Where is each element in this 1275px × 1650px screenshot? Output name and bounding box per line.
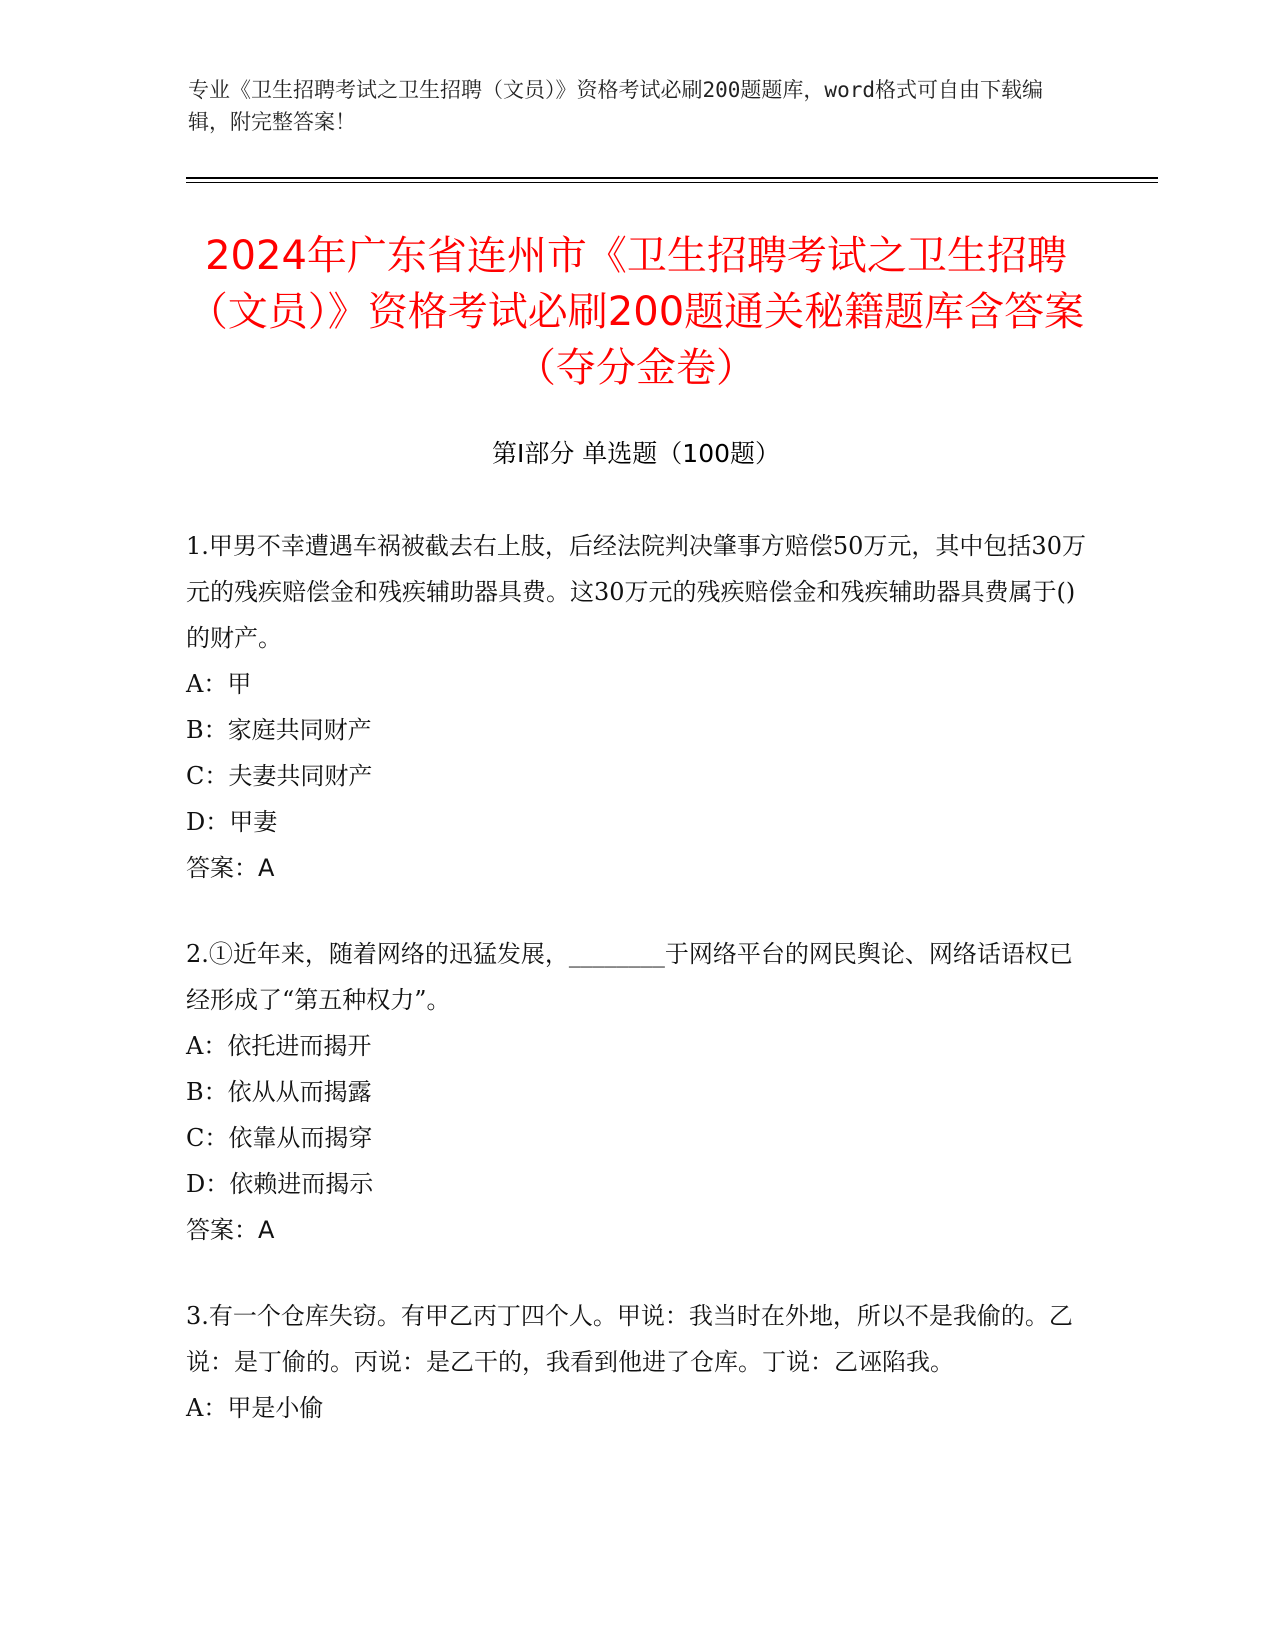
question-1 [186, 523, 1086, 891]
option-c: C：依靠从而揭穿 [186, 1124, 373, 1152]
document-title: 2024年广东省连州市《卫生招聘考试之卫生招聘（文员）》资格考试必刷200题通关秘籍题库含答案（夺分金卷） [187, 233, 1085, 391]
option-b: B：依从从而揭露 [186, 1078, 372, 1106]
option-c: C：夫妻共同财产 [186, 762, 373, 790]
header-divider-thin [186, 182, 1158, 183]
question-stem: 3.有一个仓库失窃。有甲乙丙丁四个人。甲说：我当时在外地，所以不是我偷的。乙说：是丁偷的。丙说：是乙干的，我看到他进了仓库。丁说：乙诬陷我。 [186, 1302, 1073, 1376]
question-2 [186, 931, 1086, 1253]
answer-line: 答案：A [186, 854, 275, 882]
question-stem: 2.①近年来，随着网络的迅猛发展，________于网络平台的网民舆论、网络话语权已经形成了“第五种权力”。 [186, 940, 1073, 1014]
header-divider-thick [186, 177, 1158, 179]
option-b: B：家庭共同财产 [186, 716, 372, 744]
option-d: D：依赖进而揭示 [186, 1170, 374, 1198]
header-note: 专业《卫生招聘考试之卫生招聘（文员）》资格考试必刷200题题库，word格式可自由下载编辑，附完整答案！ [188, 78, 1043, 134]
option-a: A：依托进而揭开 [186, 1032, 372, 1060]
question-list [186, 523, 1086, 1471]
question-stem: 1.甲男不幸遭遇车祸被截去右上肢，后经法院判决肇事方赔偿50万元，其中包括30万元的残疾赔偿金和残疾辅助器具费。这30万元的残疾赔偿金和残疾辅助器具费属于()的财产。 [186, 532, 1086, 652]
option-a: A：甲 [186, 670, 252, 698]
question-3 [186, 1293, 1086, 1431]
option-a: A：甲是小偷 [186, 1394, 324, 1422]
answer-line: 答案：A [186, 1216, 275, 1244]
section-heading: 第Ⅰ部分 单选题（100题） [491, 439, 781, 468]
option-d: D：甲妻 [186, 808, 278, 836]
